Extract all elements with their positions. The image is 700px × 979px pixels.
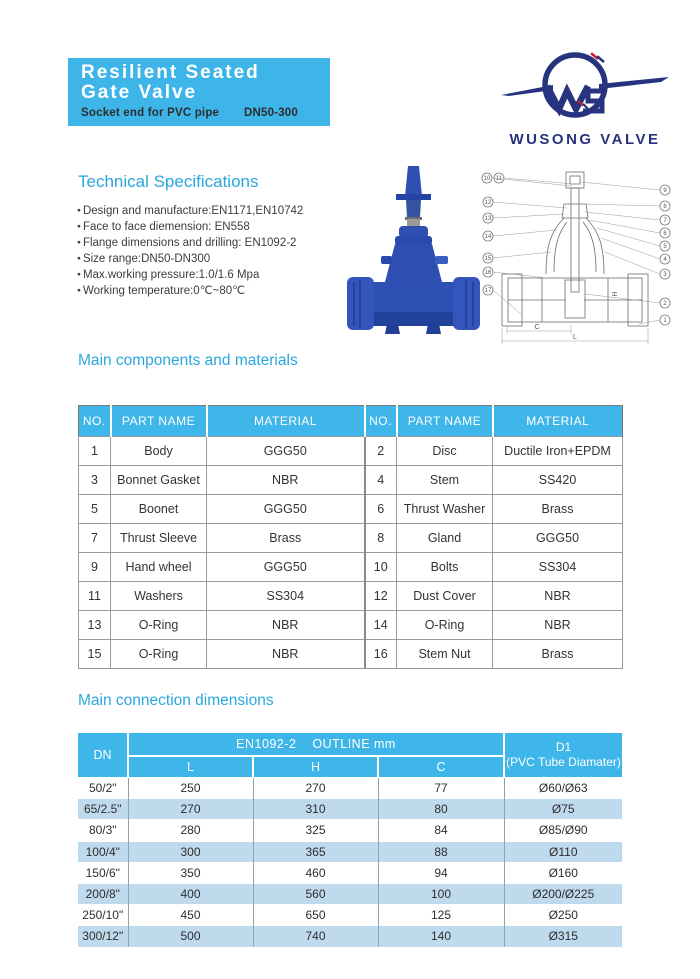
svg-text:10: 10 — [483, 176, 491, 183]
table-row — [78, 905, 622, 926]
table-cell: O-Ring — [111, 611, 207, 640]
table-cell: O-Ring — [111, 640, 207, 669]
table-cell: NBR — [493, 611, 623, 640]
col-part-1: PART NAME — [111, 406, 207, 437]
table-cell: 310 — [253, 799, 378, 820]
table-cell: 77 — [378, 778, 504, 799]
spec-item: ● Flange dimensions and drilling: EN1092-2 — [77, 235, 303, 251]
table-row — [78, 820, 622, 841]
table-row — [78, 883, 622, 904]
table-cell: Bolts — [397, 553, 493, 582]
table-row — [78, 799, 622, 820]
table-cell: 740 — [253, 926, 378, 947]
table-cell: NBR — [493, 582, 623, 611]
table-cell: 80/3" — [78, 820, 128, 841]
table-cell: 14 — [365, 611, 397, 640]
table-cell: GGG50 — [493, 524, 623, 553]
table-cell: 5 — [79, 495, 111, 524]
svg-text:9: 9 — [663, 188, 667, 195]
table-cell: 100 — [378, 883, 504, 904]
table-row — [78, 841, 622, 862]
components-table-body — [79, 437, 623, 669]
table-row — [78, 862, 622, 883]
table-cell: 50/2" — [78, 778, 128, 799]
table-cell: Thrust Washer — [397, 495, 493, 524]
table-cell: Ø200/Ø225 — [504, 883, 622, 904]
svg-text:11: 11 — [495, 176, 503, 183]
table-row — [79, 553, 623, 582]
table-cell: 250 — [128, 778, 253, 799]
svg-text:16: 16 — [484, 270, 492, 277]
svg-text:7: 7 — [663, 218, 667, 225]
dimensions-table — [78, 733, 622, 947]
table-cell: 8 — [365, 524, 397, 553]
col-part-2: PART NAME — [397, 406, 493, 437]
table-cell: 325 — [253, 820, 378, 841]
valve-photo — [345, 164, 480, 336]
header-subtitle: Socket end for PVC pipe — [81, 107, 220, 119]
table-cell: 400 — [128, 883, 253, 904]
table-cell: 125 — [378, 905, 504, 926]
table-cell: 140 — [378, 926, 504, 947]
table-cell: Ø110 — [504, 841, 622, 862]
table-row — [79, 495, 623, 524]
table-cell: Bonnet Gasket — [111, 466, 207, 495]
svg-text:1: 1 — [663, 318, 667, 325]
table-cell: 200/8" — [78, 883, 128, 904]
svg-text:8: 8 — [663, 204, 667, 211]
table-cell: Ø75 — [504, 799, 622, 820]
col-d1 — [504, 733, 622, 778]
svg-text:5: 5 — [663, 244, 667, 251]
col-h: H — [253, 756, 378, 778]
table-cell: 365 — [253, 841, 378, 862]
col-d1-line2: (PVC Tube Diamater) — [506, 755, 621, 769]
col-material-1: MATERIAL — [207, 406, 365, 437]
table-row — [79, 611, 623, 640]
table-cell: 300 — [128, 841, 253, 862]
table-row — [79, 466, 623, 495]
svg-text:6: 6 — [663, 231, 667, 238]
table-row — [79, 524, 623, 553]
svg-text:3: 3 — [663, 272, 667, 279]
table-row — [79, 437, 623, 466]
table-cell: 270 — [128, 799, 253, 820]
wusong-logo-icon — [495, 40, 675, 122]
table-cell: 460 — [253, 862, 378, 883]
table-cell: 150/6" — [78, 862, 128, 883]
table-row — [79, 582, 623, 611]
col-no-1: NO. — [79, 406, 111, 437]
valve-section-drawing — [477, 160, 677, 352]
table-cell: SS304 — [493, 553, 623, 582]
table-cell: Gland — [397, 524, 493, 553]
table-cell: 9 — [79, 553, 111, 582]
table-cell: Stem Nut — [397, 640, 493, 669]
table-cell: Hand wheel — [111, 553, 207, 582]
table-cell: Body — [111, 437, 207, 466]
table-cell: 4 — [365, 466, 397, 495]
col-c: C — [378, 756, 504, 778]
table-cell: Ø85/Ø90 — [504, 820, 622, 841]
dimensions-table-header — [78, 733, 622, 778]
svg-text:13: 13 — [484, 216, 492, 223]
table-cell: 650 — [253, 905, 378, 926]
table-cell: SS420 — [493, 466, 623, 495]
svg-text:12: 12 — [484, 200, 492, 207]
header-band — [68, 58, 330, 126]
spec-item: ● Size range:DN50-DN300 — [77, 251, 303, 267]
page-title-line1: Resilient Seated — [81, 62, 260, 83]
table-cell: 2 — [365, 437, 397, 466]
table-cell: 280 — [128, 820, 253, 841]
svg-text:17: 17 — [484, 288, 492, 295]
table-cell: 1 — [79, 437, 111, 466]
section-heading-dimensions: Main connection dimensions — [78, 692, 274, 709]
table-cell: 80 — [378, 799, 504, 820]
table-cell: 84 — [378, 820, 504, 841]
components-table-header — [79, 406, 623, 437]
spec-item: ● Face to face diemension: EN558 — [77, 219, 303, 235]
table-cell: 94 — [378, 862, 504, 883]
table-cell: 10 — [365, 553, 397, 582]
brand-name: WUSONG VALVE — [509, 131, 661, 148]
table-cell: Ø160 — [504, 862, 622, 883]
svg-text:4: 4 — [663, 257, 667, 264]
table-cell: 16 — [365, 640, 397, 669]
table-cell: 270 — [253, 778, 378, 799]
table-cell: 12 — [365, 582, 397, 611]
col-outline-group: EN1092-2 OUTLINE mm — [128, 733, 504, 756]
table-cell: GGG50 — [207, 495, 365, 524]
table-cell: 11 — [79, 582, 111, 611]
table-cell: NBR — [207, 466, 365, 495]
table-cell: Brass — [493, 495, 623, 524]
svg-text:C: C — [534, 324, 540, 331]
spec-item: ● Working temperature:0℃~80℃ — [77, 283, 303, 299]
table-cell: 15 — [79, 640, 111, 669]
table-cell: Ø315 — [504, 926, 622, 947]
svg-text:15: 15 — [484, 256, 492, 263]
table-row — [78, 926, 622, 947]
col-l: L — [128, 756, 253, 778]
brand-logo — [495, 40, 675, 148]
table-cell: 500 — [128, 926, 253, 947]
table-cell: Boonet — [111, 495, 207, 524]
svg-text:2: 2 — [663, 301, 667, 308]
table-cell: 560 — [253, 883, 378, 904]
table-cell: Brass — [207, 524, 365, 553]
table-cell: 6 — [365, 495, 397, 524]
table-cell: 300/12" — [78, 926, 128, 947]
table-cell: 450 — [128, 905, 253, 926]
table-cell: NBR — [207, 611, 365, 640]
table-cell: 88 — [378, 841, 504, 862]
svg-text:H: H — [612, 291, 619, 297]
table-cell: Washers — [111, 582, 207, 611]
table-cell: 250/10" — [78, 905, 128, 926]
table-cell: 65/2.5" — [78, 799, 128, 820]
spec-item: ● Max.working pressure:1.0/1.6 Mpa — [77, 267, 303, 283]
table-cell: Thrust Sleeve — [111, 524, 207, 553]
table-cell: Ductile Iron+EPDM — [493, 437, 623, 466]
section-heading-components: Main components and materials — [78, 352, 298, 369]
col-no-2: NO. — [365, 406, 397, 437]
table-row — [79, 640, 623, 669]
table-cell: O-Ring — [397, 611, 493, 640]
svg-text:14: 14 — [484, 234, 492, 241]
table-cell: 7 — [79, 524, 111, 553]
table-cell: Disc — [397, 437, 493, 466]
table-row — [78, 778, 622, 799]
table-cell: 350 — [128, 862, 253, 883]
table-cell: Stem — [397, 466, 493, 495]
table-cell: Ø250 — [504, 905, 622, 926]
table-cell: Brass — [493, 640, 623, 669]
col-dn: DN — [78, 733, 128, 778]
table-cell: Dust Cover — [397, 582, 493, 611]
table-cell: GGG50 — [207, 553, 365, 582]
table-cell: SS304 — [207, 582, 365, 611]
col-material-2: MATERIAL — [493, 406, 623, 437]
col-d1-line1: D1 — [555, 740, 572, 754]
header-subtitle-row — [81, 107, 318, 119]
table-cell: 100/4" — [78, 841, 128, 862]
table-cell: GGG50 — [207, 437, 365, 466]
svg-text:L: L — [573, 334, 577, 341]
table-cell: Ø60/Ø63 — [504, 778, 622, 799]
section-heading-technical-specs: Technical Specifications — [78, 172, 259, 191]
spec-list — [77, 203, 303, 299]
components-table — [78, 405, 623, 669]
table-cell: NBR — [207, 640, 365, 669]
table-cell: 3 — [79, 466, 111, 495]
table-cell: 13 — [79, 611, 111, 640]
page-title-line2: Gate Valve — [81, 82, 198, 103]
dimensions-table-body — [78, 778, 622, 947]
spec-item: ● Design and manufacture:EN1171,EN10742 — [77, 203, 303, 219]
size-range: DN50-300 — [243, 107, 298, 119]
